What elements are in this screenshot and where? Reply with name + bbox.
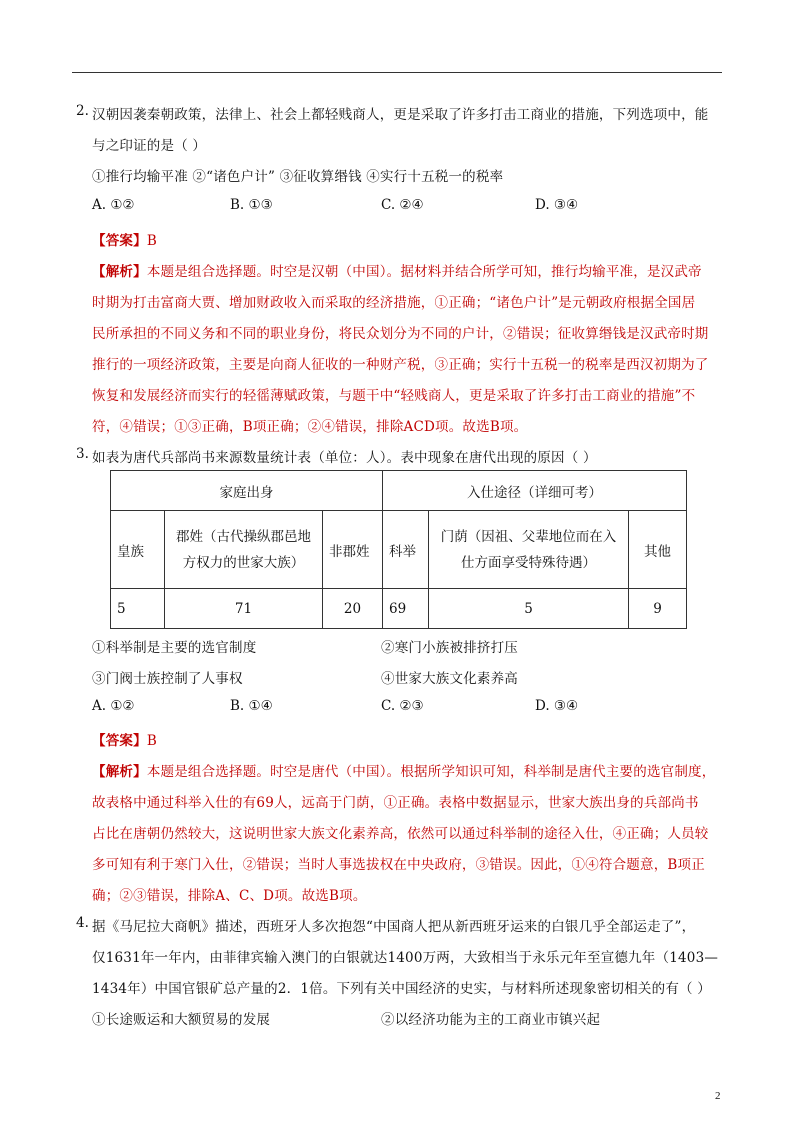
q2-answer — [92, 229, 157, 249]
q3-analysis-text1: 本题是组合选择题。时空是唐代（中国）。根据所学知识可知，科举制是唐代主要的选官制度， — [146, 764, 716, 780]
q3-item3: ③门阀士族控制了人事权 — [92, 671, 243, 687]
table-header-menyin-line1: 门荫（因祖、父辈地位而在入 — [440, 528, 617, 545]
table-cell-other: 9 — [629, 589, 687, 629]
q3-option-b: B. ①④ — [230, 698, 273, 714]
table-cell-keju: 69 — [383, 589, 429, 629]
table-header-imperial: 皇族 — [111, 511, 165, 589]
table-header-menyin-line2: 仕方面享受特殊待遇） — [461, 554, 597, 571]
table-group-career-path: 入仕途径（详细可考） — [383, 471, 687, 511]
q2-option-c: C. ②④ — [381, 197, 424, 213]
table-cell-junxing: 71 — [165, 589, 323, 629]
page-number: 2 — [715, 1090, 721, 1102]
q4-number: 4. — [76, 915, 89, 931]
q3-analysis-line1 — [92, 760, 715, 780]
q3-analysis-line5: 确；②③错误，排除A、C、D项。故选B项。 — [92, 888, 367, 904]
q3-option-a: A. ①② — [92, 698, 135, 714]
q4-stem-line3: 1434年）中国官银矿总产量的2．1倍。下列有关中国经济的史实，与材料所述现象密切相关的有（ ） — [92, 981, 711, 997]
q2-analysis-line1 — [92, 260, 702, 280]
q3-answer-tag: 【答案】 — [92, 733, 147, 749]
q2-option-a: A. ①② — [92, 197, 135, 213]
q2-analysis-line3: 民所承担的不同义务和不同的职业身份，将民众划分为不同的户计，②错误；征收算缗钱是汉武帝时期 — [92, 326, 709, 342]
q3-item1: ①科举制是主要的选官制度 — [92, 640, 257, 656]
q3-stem: 如表为唐代兵部尚书来源数量统计表（单位：人）。表中现象在唐代出现的原因（ ） — [92, 450, 597, 466]
q2-analysis-line4: 推行的一项经济政策，主要是向商人征收的一种财产税，③正确；实行十五税一的税率是西汉初期为了 — [92, 357, 709, 373]
q2-answer-tag: 【答案】 — [92, 233, 147, 249]
table-header-junxing-line1: 郡姓（古代操纵郡邑地 — [176, 528, 311, 545]
q2-option-d: D. ③④ — [535, 197, 579, 213]
q2-stem-line2: 与之印证的是（ ） — [92, 138, 207, 154]
q2-number: 2. — [76, 103, 89, 119]
q3-analysis-tag: 【解析】 — [92, 764, 147, 780]
header-rule — [72, 72, 722, 73]
table-header-junxing-line2: 方权力的世家大族） — [182, 554, 305, 571]
table-header-menyin — [429, 511, 629, 589]
q2-analysis-line6: 符，④错误；①③正确，B项正确；②④错误，排除ACD项。故选B项。 — [92, 419, 528, 435]
table-group-family-origin: 家庭出身 — [111, 471, 383, 511]
table-header-non-junxing: 非郡姓 — [323, 511, 383, 589]
q2-analysis-tag: 【解析】 — [92, 264, 147, 280]
q3-option-d: D. ③④ — [535, 698, 579, 714]
q4-item1: ①长途贩运和大额贸易的发展 — [92, 1012, 271, 1028]
q3-stats-table — [110, 470, 687, 629]
table-cell-non-junxing: 20 — [323, 589, 383, 629]
q2-analysis-line5: 恢复和发展经济而实行的轻徭薄赋政策，与题干中“轻贱商人，更是采取了许多打击工商业的措施”不 — [92, 388, 696, 404]
table-cell-menyin: 5 — [429, 589, 629, 629]
q4-item2: ②以经济功能为主的工商业市镇兴起 — [381, 1012, 601, 1028]
q3-answer-value: B — [146, 733, 157, 749]
table-header-other: 其他 — [629, 511, 687, 589]
q2-analysis-text1: 本题是组合选择题。时空是汉朝（中国）。据材料并结合所学可知，推行均输平准，是汉武帝 — [146, 264, 702, 280]
q3-analysis-line4: 多可知有利于寒门入仕，②错误；当时人事选拔权在中央政府，③错误。因此，①④符合题意，B项正 — [92, 857, 705, 873]
q2-option-b: B. ①③ — [230, 197, 273, 213]
table-header-junxing — [165, 511, 323, 589]
q2-analysis-line2: 时期为打击富商大贾、增加财政收入而采取的经济措施，①正确；“诸色户计”是元朝政府根据全国居 — [92, 295, 696, 311]
q2-answer-value: B — [146, 233, 157, 249]
q3-item2: ②寒门小族被排挤打压 — [381, 640, 518, 656]
q3-option-c: C. ②③ — [381, 698, 424, 714]
q4-stem-line1: 据《马尼拉大商帆》描述，西班牙人多次抱怨“中国商人把从新西班牙运来的白银几乎全部运走了”， — [92, 919, 696, 935]
table-header-keju: 科举 — [383, 511, 429, 589]
q3-answer — [92, 729, 157, 749]
q4-stem-line2: 仅1631年一年内，由菲律宾输入澳门的白银就达1400万两，大致相当于永乐元年至宣德九年（1403— — [92, 950, 719, 966]
q2-stem-line1: 汉朝因袭秦朝政策，法律上、社会上都轻贱商人，更是采取了许多打击工商业的措施，下列选项中，能 — [92, 107, 709, 123]
table-cell-imperial: 5 — [111, 589, 165, 629]
q3-number: 3. — [76, 446, 89, 462]
q3-analysis-line2: 故表格中通过科举入仕的有69人，远高于门荫，①正确。表格中数据显示，世家大族出身的兵部尚书 — [92, 795, 699, 811]
q3-analysis-line3: 占比在唐朝仍然较大，这说明世家大族文化素养高，依然可以通过科举制的途径入仕，④正确；人员较 — [92, 826, 709, 842]
q3-item4: ④世家大族文化素养高 — [381, 671, 518, 687]
q2-items: ①推行均输平准 ②“诸色户计” ③征收算缗钱 ④实行十五税一的税率 — [92, 169, 504, 185]
